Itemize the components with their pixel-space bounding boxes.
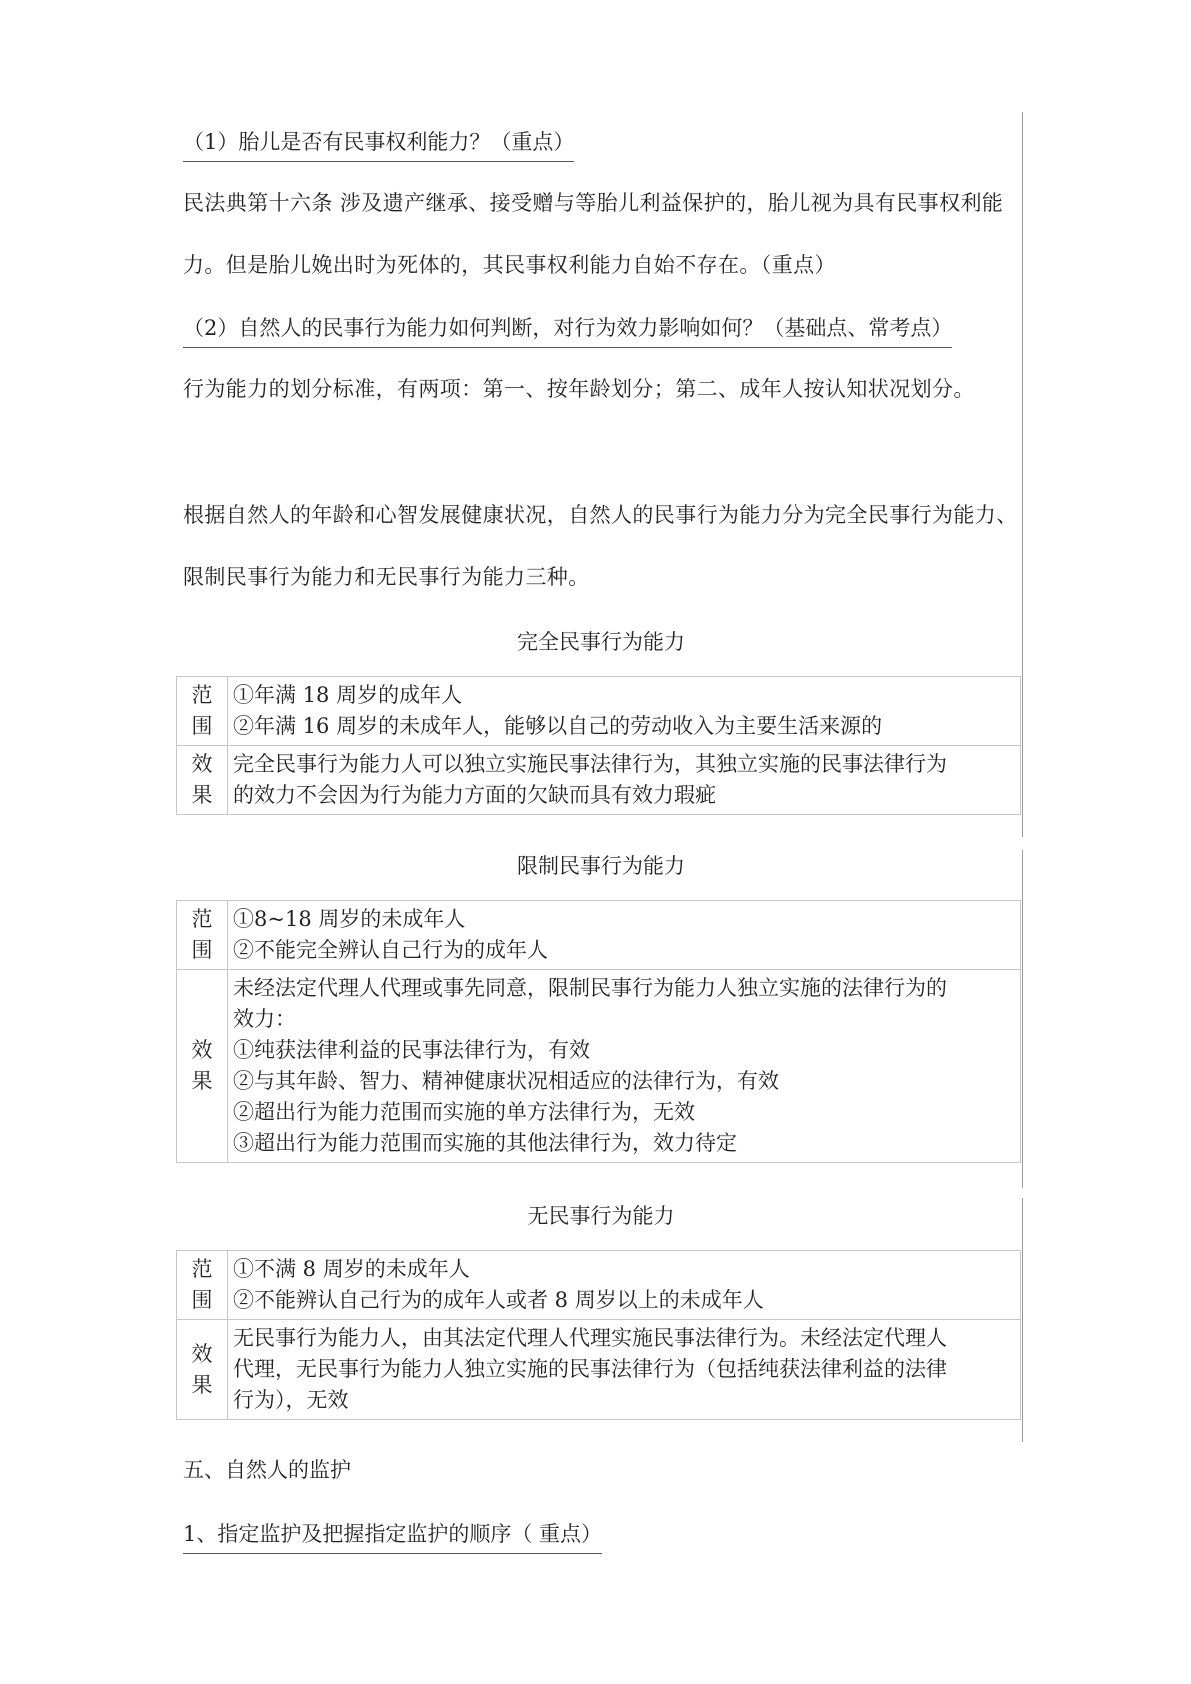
row-label-scope: 范 围 [177, 901, 228, 970]
section-five-title: 五、自然人的监护 [183, 1458, 351, 1482]
right-margin-rule [1022, 850, 1023, 1188]
caption-no-capacity: 无民事行为能力 [527, 1204, 675, 1228]
heading-capacity-judgement: （2）自然人的民事行为能力如何判断，对行为效力影响如何？（基础点、常考点） [183, 314, 952, 348]
row-label-effect: 效 果 [177, 970, 228, 1163]
table-row [177, 1320, 1021, 1420]
paragraph-article-16: 民法典第十六条 涉及遗产继承、接受赠与等胎儿利益保护的，胎儿视为具有民事权利能力。但是胎儿娩出时为死体的，其民事权利能力自始不存在。（重点） [183, 191, 1004, 277]
scope-cell: ①年满 18 周岁的成年人 ②年满 16 周岁的未成年人，能够以自己的劳动收入为主要生活来源的 [228, 677, 1021, 746]
scope-cell: ①8~18 周岁的未成年人 ②不能完全辨认自己行为的成年人 [228, 901, 1021, 970]
caption-full-capacity: 完全民事行为能力 [517, 630, 685, 654]
row-label-scope: 范 围 [177, 1251, 228, 1320]
table-row [177, 677, 1021, 746]
scope-cell: ①不满 8 周岁的未成年人 ②不能辨认自己行为的成年人或者 8 周岁以上的未成年人 [228, 1251, 1021, 1320]
heading-designated-guardianship: 1、指定监护及把握指定监护的顺序（ 重点） [183, 1520, 602, 1554]
table-limited-capacity [176, 900, 1021, 1163]
table-no-capacity [176, 1250, 1021, 1420]
paragraph-three-types: 根据自然人的年龄和心智发展健康状况，自然人的民事行为能力分为完全民事行为能力、限制民事行为能力和无民事行为能力三种。 [183, 503, 1018, 589]
table-row [177, 901, 1021, 970]
heading-fetus-capacity: （1）胎儿是否有民事权利能力？（重点） [183, 128, 574, 162]
right-margin-rule [1022, 1198, 1023, 1442]
right-margin-rule [1022, 112, 1023, 837]
table-row [177, 970, 1021, 1163]
table-row [177, 1251, 1021, 1320]
table-row [177, 746, 1021, 815]
caption-limited-capacity: 限制民事行为能力 [517, 854, 685, 878]
row-label-effect: 效 果 [177, 1320, 228, 1420]
paragraph-criteria: 行为能力的划分标准，有两项：第一、按年龄划分；第二、成年人按认知状况划分。 [183, 377, 975, 401]
row-label-effect: 效 果 [177, 746, 228, 815]
effect-cell: 未经法定代理人代理或事先同意，限制民事行为能力人独立实施的法律行为的 效力： ①纯获法律利益的民事法律行为，有效 ②与其年龄、智力、精神健康状况相适应的法律行为，有效 ②超出行为能力范围而实施的单方法律行为，无效 ③超出行为能力范围而实施的其他法律行为，效力待定 [228, 970, 1021, 1163]
effect-cell: 完全民事行为能力人可以独立实施民事法律行为，其独立实施的民事法律行为 的效力不会因为行为能力方面的欠缺而具有效力瑕疵 [228, 746, 1021, 815]
table-full-capacity [176, 676, 1021, 815]
effect-cell: 无民事行为能力人，由其法定代理人代理实施民事法律行为。未经法定代理人 代理，无民事行为能力人独立实施的民事法律行为（包括纯获法律利益的法律 行为），无效 [228, 1320, 1021, 1420]
row-label-scope: 范 围 [177, 677, 228, 746]
